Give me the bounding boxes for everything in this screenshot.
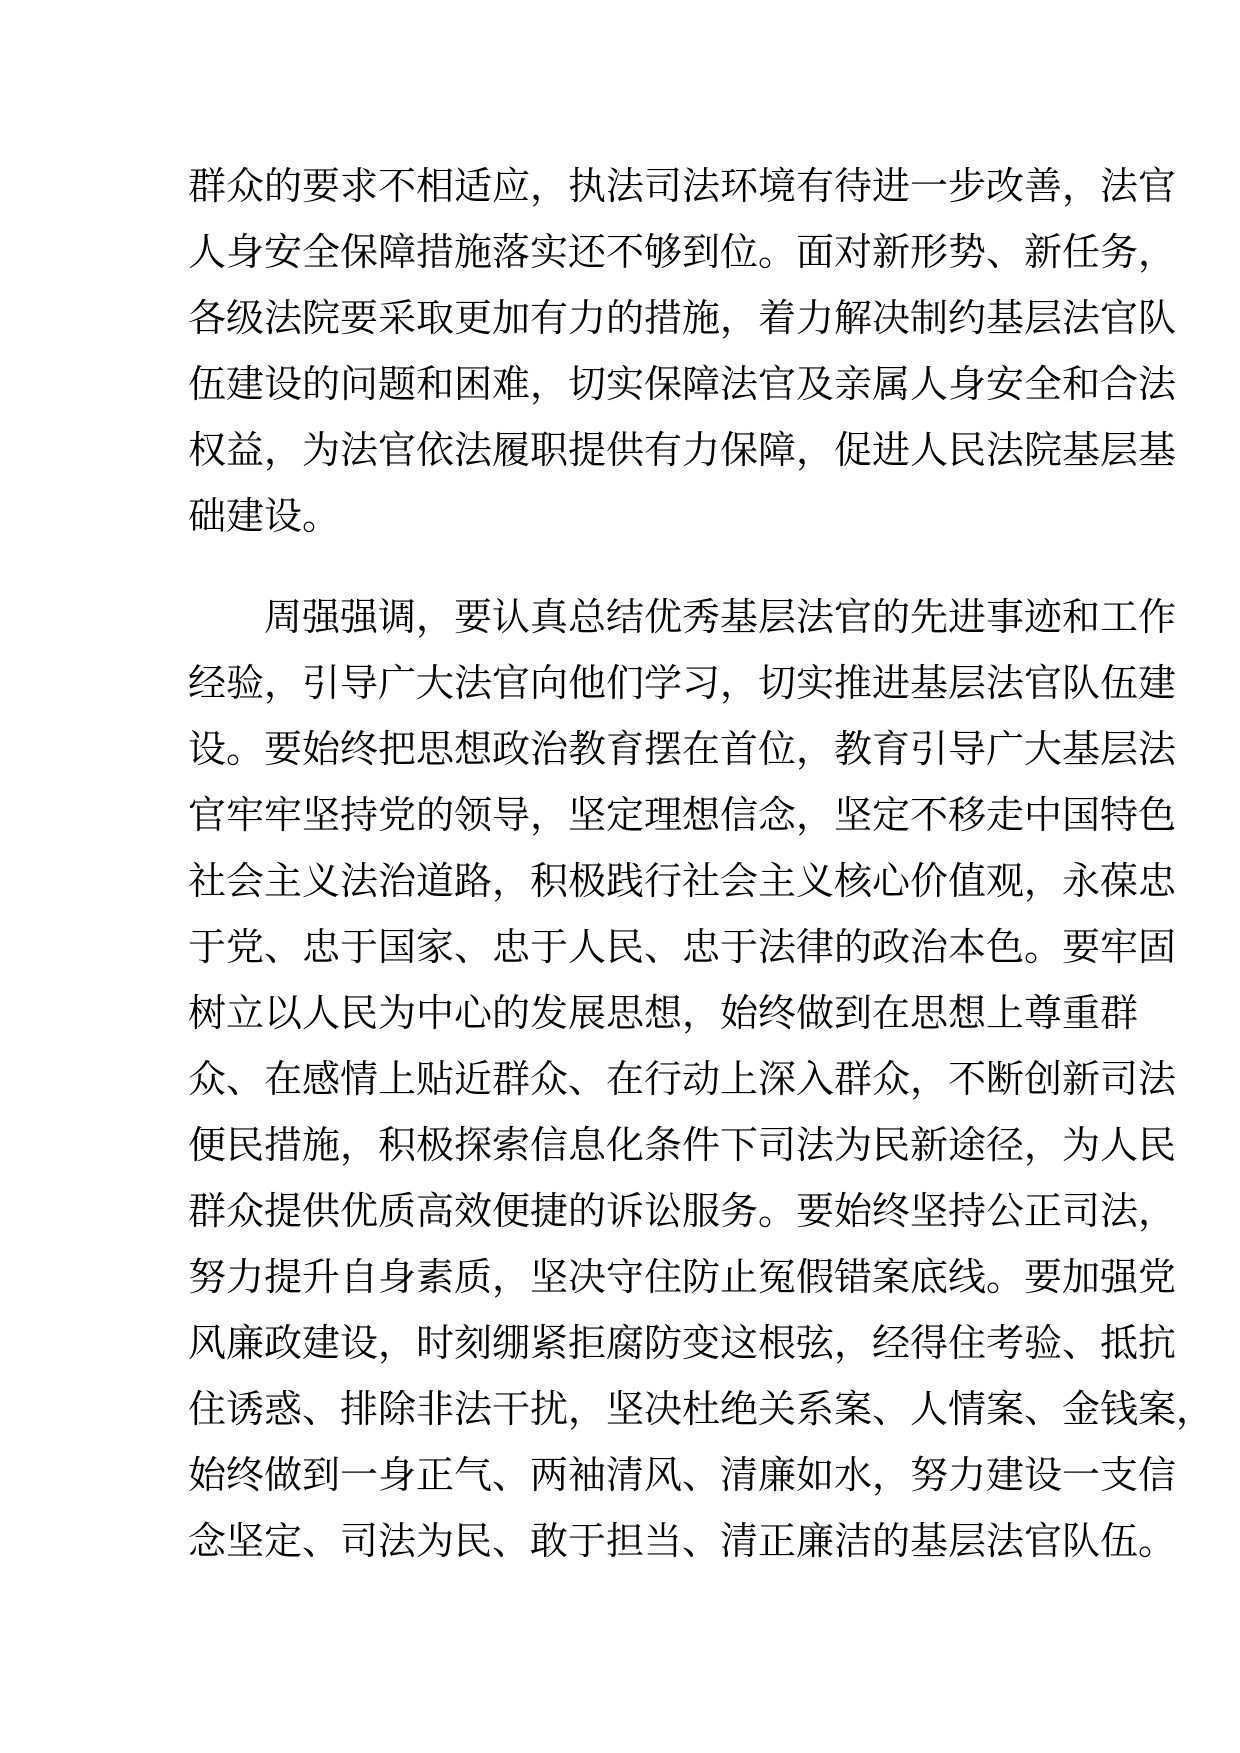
text-line: 始终做到一身正气、两袖清风、清廉如水，努力建设一支信 [188,1453,1177,1497]
paragraph-2 [188,584,1215,1574]
text-line: 础建设。 [188,494,341,538]
text-line: 周强强调，要认真总结优秀基层法官的先进事迹和工作 [188,595,1177,639]
text-line: 群众提供优质高效便捷的诉讼服务。要始终坚持公正司法， [188,1189,1177,1233]
text-line: 官牢牢坚持党的领导，坚定理想信念，坚定不移走中国特色 [188,793,1177,837]
text-line: 风廉政建设，时刻绷紧拒腐防变这根弦，经得住考验、抵抗 [188,1321,1177,1365]
text-line: 念坚定、司法为民、敢于担当、清正廉洁的基层法官队伍。 [188,1519,1177,1563]
text-line: 众、在感情上贴近群众、在行动上深入群众，不断创新司法 [188,1057,1177,1101]
text-line: 便民措施，积极探索信息化条件下司法为民新途径，为人民 [188,1123,1177,1167]
text-line: 各级法院要采取更加有力的措施，着力解决制约基层法官队 [188,296,1177,340]
text-line: 住诱惑、排除非法干扰，坚决杜绝关系案、人情案、金钱案， [188,1387,1215,1431]
text-line: 伍建设的问题和困难，切实保障法官及亲属人身安全和合法 [188,362,1177,406]
text-line: 努力提升自身素质，坚决守住防止冤假错案底线。要加强党 [188,1255,1177,1299]
text-line: 经验，引导广大法官向他们学习，切实推进基层法官队伍建 [188,661,1177,705]
text-line: 权益，为法官依法履职提供有力保障，促进人民法院基层基 [188,428,1177,472]
paragraph-1 [188,153,1177,549]
text-line: 于党、忠于国家、忠于人民、忠于法律的政治本色。要牢固 [188,925,1177,969]
text-line: 社会主义法治道路，积极践行社会主义核心价值观，永葆忠 [188,859,1177,903]
text-line: 树立以人民为中心的发展思想，始终做到在思想上尊重群 [188,991,1139,1035]
text-line: 人身安全保障措施落实还不够到位。面对新形势、新任务， [188,230,1177,274]
text-line: 群众的要求不相适应，执法司法环境有待进一步改善，法官 [188,164,1177,208]
text-line: 设。要始终把思想政治教育摆在首位，教育引导广大基层法 [188,727,1177,771]
